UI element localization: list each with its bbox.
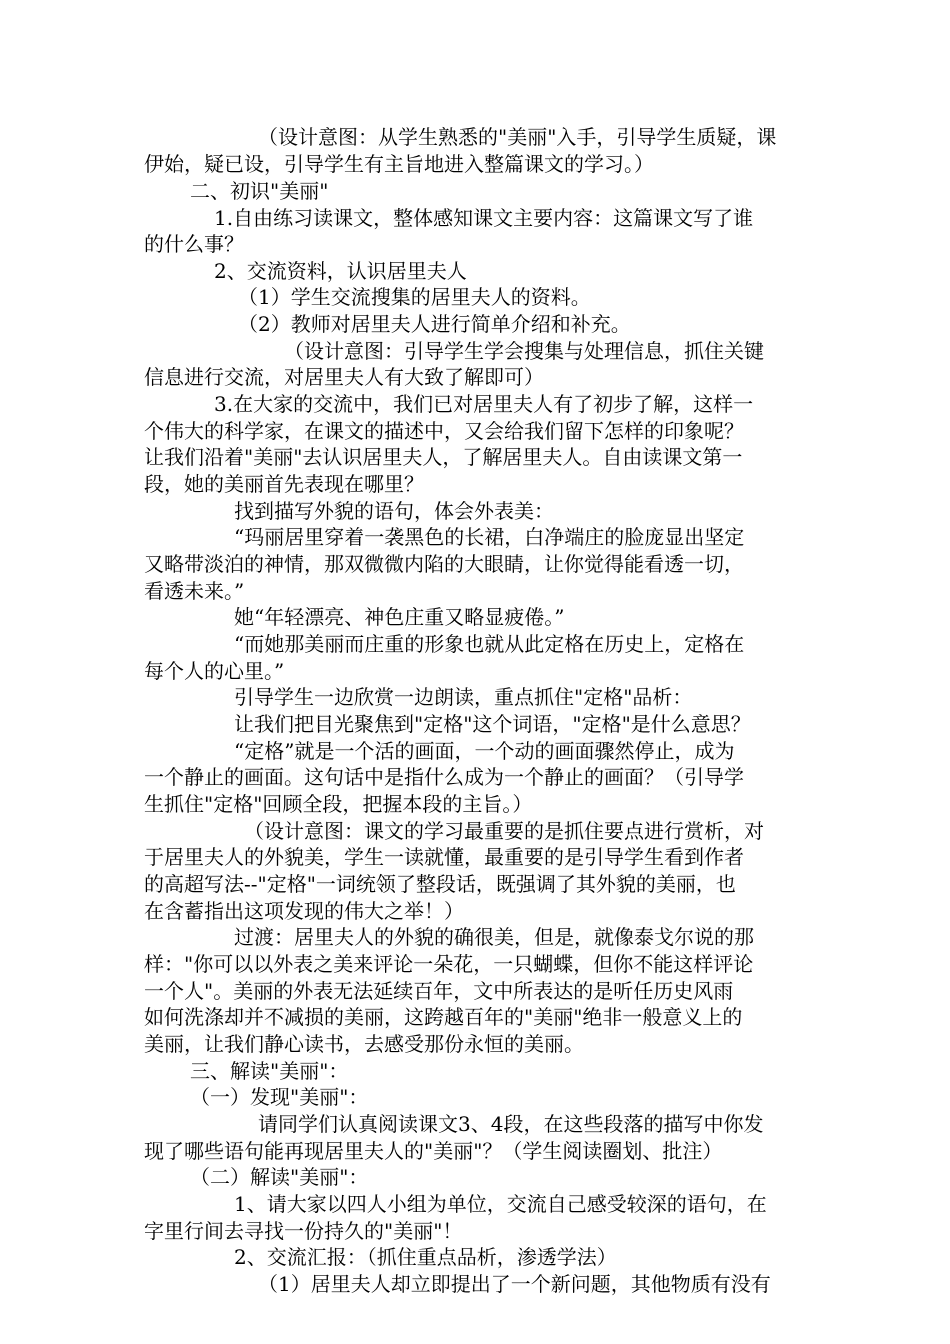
section-heading-3: 三、解读"美丽"： [190,1059,349,1083]
subsection-2-item-2-point-1: （1）居里夫人却立即提出了一个新问题，其他物质有没有 [258,1272,771,1296]
definition-line-1: “定格”就是一个活的画面，一个动的画面骤然停止，成为 [234,739,735,763]
design-intent-note-3-line-1: （设计意图：课文的学习最重要的是抓住要点进行赏析，对 [244,819,764,843]
appearance-intro: 找到描写外貌的语句，体会外表美： [234,499,554,523]
subsection-2-heading: （二）解读"美丽"： [190,1165,369,1189]
step-1-line-1: 1.自由练习读课文，整体感知课文主要内容：这篇课文写了谁 [214,206,754,230]
subsection-1-line-1: 请同学们认真阅读课文3、4段，在这些段落的描写中你发 [258,1112,764,1136]
step-3-line-2: 个伟大的科学家，在课文的描述中，又会给我们留下怎样的印象呢？ [144,419,744,443]
design-intent-note-3-line-2: 于居里夫人的外貌美，学生一读就懂，最重要的是引导学生看到作者 [144,845,744,869]
design-intent-note-1-line-1: （设计意图：从学生熟悉的"美丽"入手，引导学生质疑，课 [258,125,777,149]
transition-line-3: 一个人"。美丽的外表无法延续百年，文中所表达的是听任历史风雨 [144,979,734,1003]
design-intent-note-1-line-2: 伊始，疑已设，引导学生有主旨地进入整篇课文的学习。） [144,152,654,176]
quote-1-line-2: 又略带淡泊的神情，那双微微内陷的大眼睛，让你觉得能看透一切， [144,552,744,576]
definition-line-2: 一个静止的画面。这句话中是指什么成为一个静止的画面？（引导学 [144,765,744,789]
step-3-line-1: 3.在大家的交流中，我们已对居里夫人有了初步了解，这样一 [214,392,754,416]
quote-3-line-2: 每个人的心里。” [144,659,285,683]
question-line: 让我们把目光聚焦到"定格"这个词语，"定格"是什么意思？ [234,712,751,736]
subsection-1-line-2: 现了哪些语句能再现居里夫人的"美丽"？（学生阅读圈划、批注） [144,1139,723,1163]
step-3-line-3: 让我们沿着"美丽"去认识居里夫人，了解居里夫人。自由读课文第一 [144,445,743,469]
quote-3-line-1: “而她那美丽而庄重的形象也就从此定格在历史上，定格在 [234,632,745,656]
transition-line-5: 美丽，让我们静心读书，去感受那份永恒的美丽。 [144,1032,584,1056]
design-intent-note-2-line-2: 信息进行交流，对居里夫人有大致了解即可） [144,365,544,389]
step-2-item-1: （1）学生交流搜集的居里夫人的资料。 [238,285,591,309]
quote-2: 她“年轻漂亮、神色庄重又略显疲倦。” [234,605,565,629]
step-3-line-4: 段，她的美丽首先表现在哪里？ [144,472,424,496]
transition-line-1: 过渡：居里夫人的外貌的确很美，但是，就像泰戈尔说的那 [234,925,754,949]
step-1-line-2: 的什么事？ [144,232,244,256]
guidance-line: 引导学生一边欣赏一边朗读，重点抓住"定格"品析： [234,685,693,709]
transition-line-4: 如何洗涤却并不减损的美丽，这跨越百年的"美丽"绝非一般意义上的 [144,1005,743,1029]
step-2-heading: 2、交流资料，认识居里夫人 [214,259,467,283]
subsection-2-item-2: 2、交流汇报：（抓住重点品析，渗透学法） [234,1245,617,1269]
design-intent-note-3-line-4: 在含蓄指出这项发现的伟大之举！） [144,899,464,923]
subsection-2-item-1-line-1: 1、请大家以四人小组为单位，交流自己感受较深的语句，在 [234,1192,767,1216]
subsection-2-item-1-line-2: 字里行间去寻找一份持久的"美丽"！ [144,1219,463,1243]
quote-1-line-3: 看透未来。” [144,579,245,603]
subsection-1-heading: （一）发现"美丽"： [190,1085,369,1109]
quote-1-line-1: “玛丽居里穿着一袭黑色的长裙，白净端庄的脸庞显出坚定 [234,525,745,549]
section-heading-2: 二、初识"美丽" [190,179,329,203]
definition-line-3: 生抓住"定格"回顾全段，把握本段的主旨。） [144,792,533,816]
design-intent-note-2-line-1: （设计意图：引导学生学会搜集与处理信息，抓住关键 [284,339,764,363]
design-intent-note-3-line-3: 的高超写法--"定格"一词统领了整段话，既强调了其外貌的美丽，也 [144,872,736,896]
step-2-item-2: （2）教师对居里夫人进行简单介绍和补充。 [238,312,631,336]
transition-line-2: 样："你可以以外表之美来评论一朵花，一只蝴蝶，但你不能这样评论 [144,952,754,976]
